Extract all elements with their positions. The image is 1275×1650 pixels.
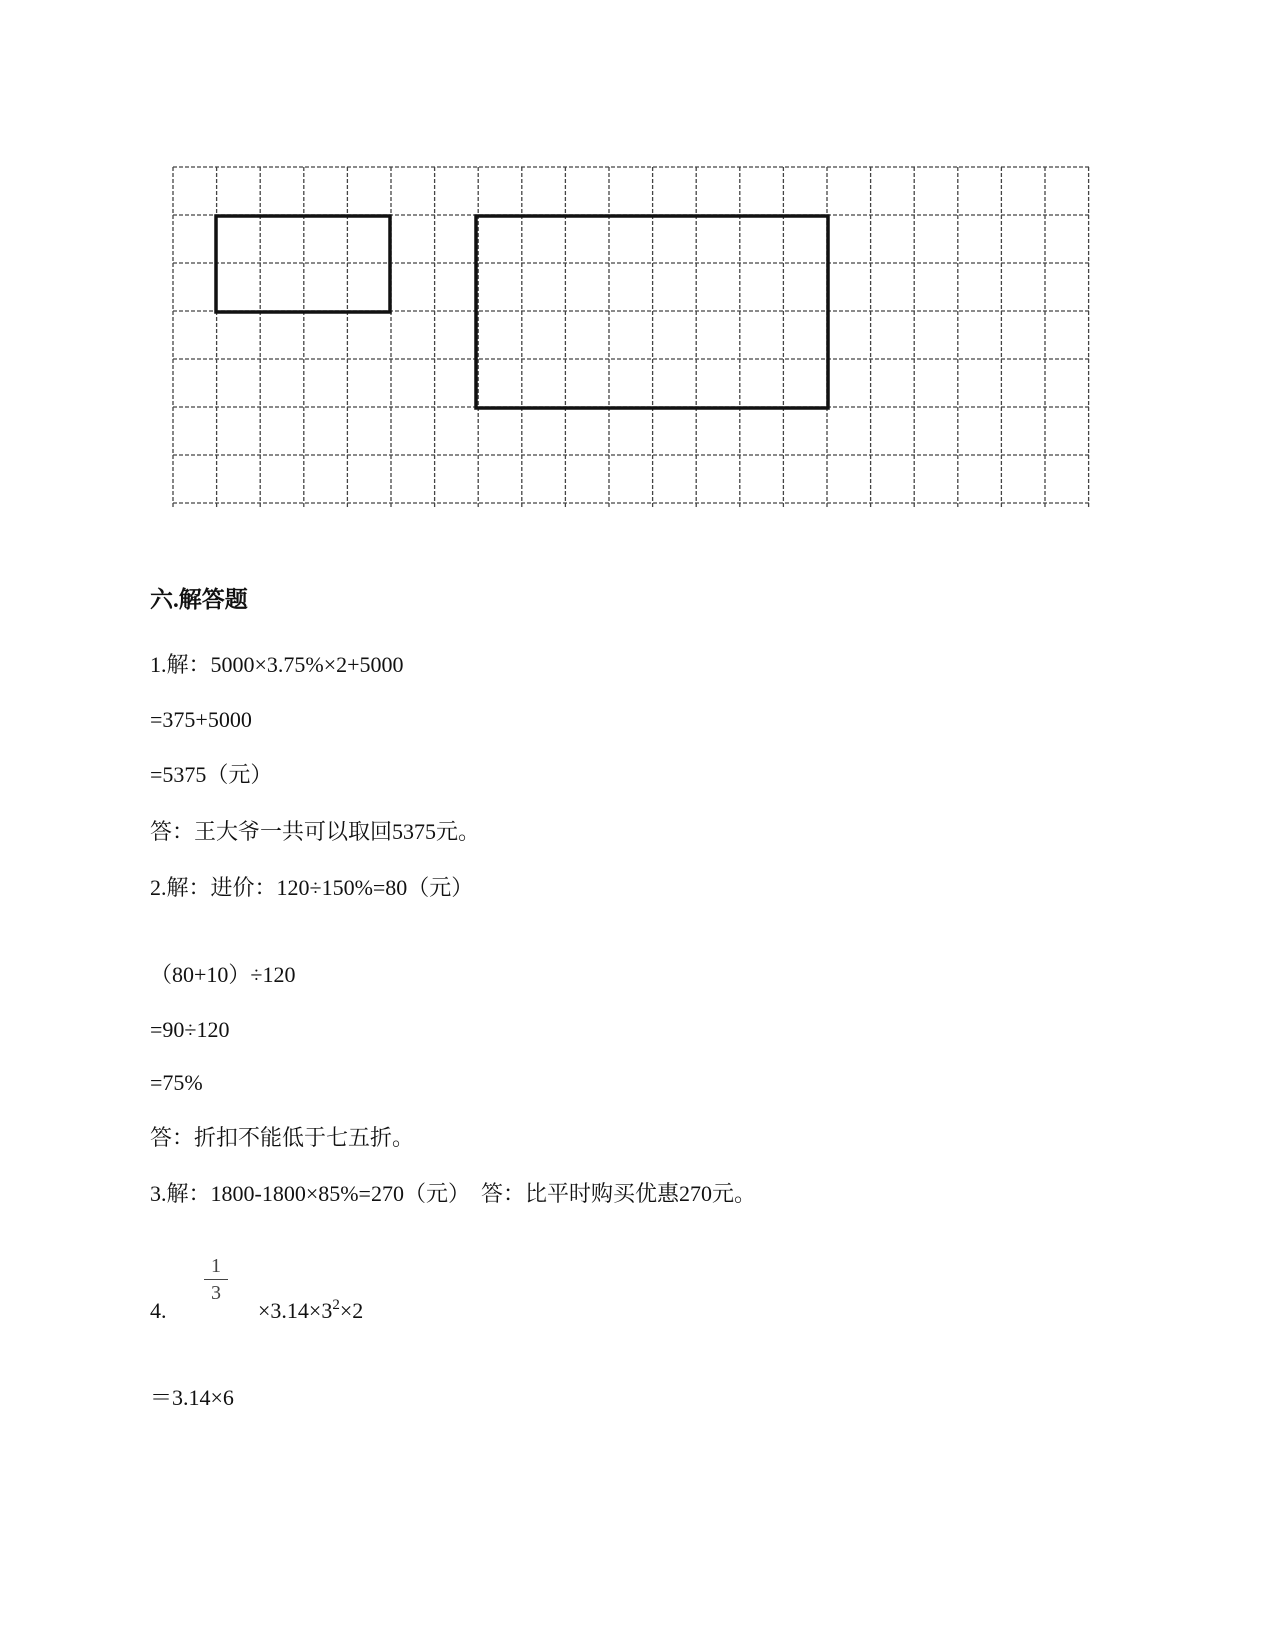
fraction-denominator: 3 xyxy=(211,1282,221,1304)
expression-part-a: ×3.14×3 xyxy=(258,1298,333,1323)
problem4-expression xyxy=(258,1297,363,1325)
problem2-line1: 2.解：进价：120÷150%=80（元） xyxy=(150,875,474,900)
fraction-one-third xyxy=(204,1254,228,1305)
problem1-line2: =375+5000 xyxy=(150,707,252,732)
exponent: 2 xyxy=(332,1297,340,1313)
problem3-line1: 3.解：1800-1800×85%=270（元） 答：比平时购买优惠270元。 xyxy=(150,1181,756,1206)
problem2-line2: （80+10）÷120 xyxy=(150,962,296,987)
small-rectangle xyxy=(216,216,390,312)
problem1-line1: 1.解：5000×3.75%×2+5000 xyxy=(150,652,404,677)
dashed-grid xyxy=(173,167,1091,507)
problem2-line3: =90÷120 xyxy=(150,1017,230,1042)
fraction-numerator: 1 xyxy=(211,1255,221,1277)
problem1-answer: 答：王大爷一共可以取回5375元。 xyxy=(150,819,481,844)
section-heading: 六.解答题 xyxy=(150,587,248,612)
problem4-label: 4. xyxy=(150,1298,167,1323)
problem2-line4: =75% xyxy=(150,1070,203,1095)
expression-part-b: ×2 xyxy=(339,1298,364,1323)
problem4-line2: ＝3.14×6 xyxy=(150,1385,234,1410)
problem2-answer: 答：折扣不能低于七五折。 xyxy=(150,1125,415,1150)
grid-figure xyxy=(172,166,1092,508)
fraction-bar xyxy=(204,1279,228,1280)
problem1-line3: =5375（元） xyxy=(150,762,273,787)
